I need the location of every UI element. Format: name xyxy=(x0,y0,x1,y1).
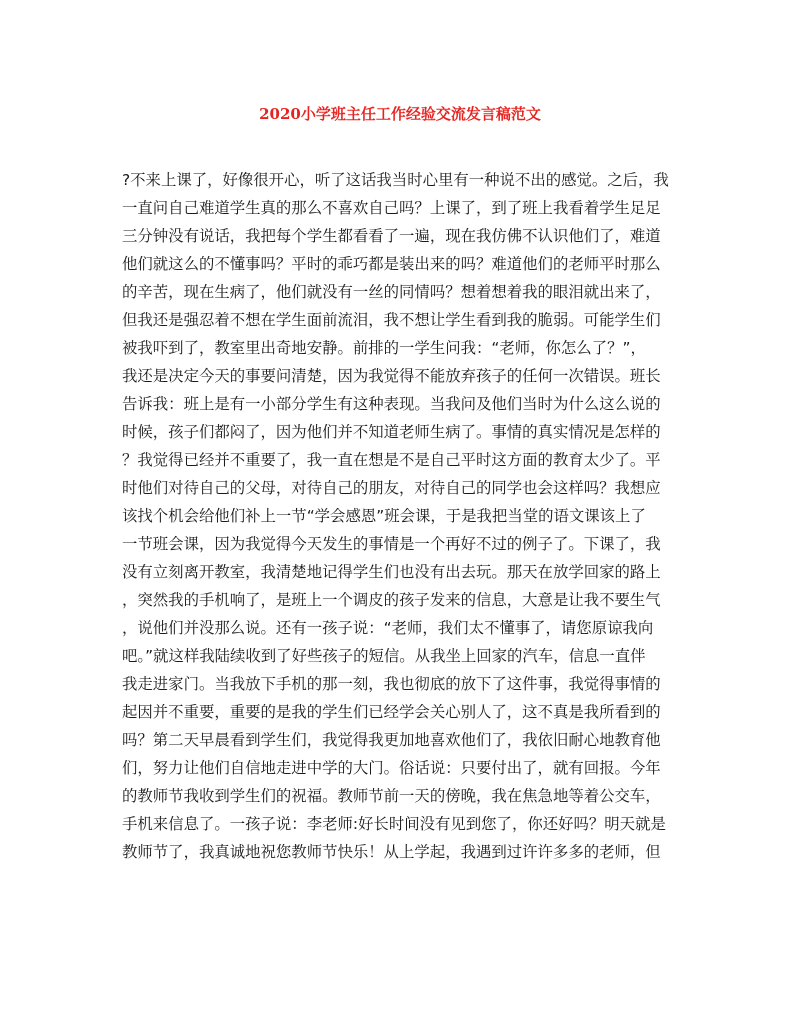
body-line-11: ？我觉得已经并不重要了，我一直在想是不是自己平时这方面的教育太少了。平 xyxy=(122,451,661,469)
body-line-18: 吧。”就这样我陆续收到了好些孩子的短信。从我坐上回家的汽车，信息一直伴 xyxy=(122,647,646,665)
body-line-22: 们，努力让他们自信地走进中学的大门。俗话说：只要付出了，就有回报。今年 xyxy=(122,759,661,777)
body-line-1: ?不来上课了，好像很开心，听了这话我当时心里有一种说不出的感觉。之后，我 xyxy=(122,171,669,189)
body-line-20: 起因并不重要，重要的是我的学生们已经学会关心别人了，这不真是我所看到的 xyxy=(122,703,661,721)
body-line-13: 该找个机会给他们补上一节“学会感恩”班会课，于是我把当堂的语文课该上了 xyxy=(122,507,646,525)
body-line-17: ，说他们并没那么说。还有一孩子说：“老师，我们太不懂事了，请您原谅我向 xyxy=(122,619,654,637)
body-line-2: 一直问自己难道学生真的那么不喜欢自己吗？上课了，到了班上我看着学生足足 xyxy=(122,199,661,217)
body-line-7: 被我吓到了，教室里出奇地安静。前排的一学生问我：“老师，你怎么了？”， xyxy=(122,339,646,357)
body-line-10: 时候，孩子们都闷了，因为他们并不知道老师生病了。事情的真实情况是怎样的 xyxy=(122,423,661,441)
body-line-25: 教师节了，我真诚地祝您教师节快乐！从上学起，我遇到过许许多多的老师，但 xyxy=(122,843,661,861)
body-line-24: 手机来信息了。一孩子说：李老师:好长时间没有见到您了，你还好吗？明天就是 xyxy=(122,815,666,833)
body-line-3: 三分钟没有说话，我把每个学生都看看了一遍，现在我仿佛不认识他们了，难道 xyxy=(122,227,661,245)
body-line-16: ，突然我的手机响了，是班上一个调皮的孩子发来的信息，大意是让我不要生气 xyxy=(122,591,661,609)
body-line-23: 的教师节我收到学生们的祝福。教师节前一天的傍晚，我在焦急地等着公交车， xyxy=(122,787,661,805)
body-line-6: 但我还是强忍着不想在学生面前流泪，我不想让学生看到我的脆弱。可能学生们 xyxy=(122,311,661,329)
body-line-19: 我走进家门。当我放下手机的那一刻，我也彻底的放下了这件事，我觉得事情的 xyxy=(122,675,661,693)
body-line-12: 时他们对待自己的父母，对待自己的朋友，对待自己的同学也会这样吗？我想应 xyxy=(122,479,661,497)
body-line-14: 一节班会课，因为我觉得今天发生的事情是一个再好不过的例子了。下课了，我 xyxy=(122,535,661,553)
body-line-8: 我还是决定今天的事要问清楚，因为我觉得不能放弃孩子的任何一次错误。班长 xyxy=(122,367,661,385)
document-title: 2020小学班主任工作经验交流发言稿范文 xyxy=(259,105,541,123)
body-line-5: 的辛苦，现在生病了，他们就没有一丝的同情吗？想着想着我的眼泪就出来了， xyxy=(122,283,661,301)
body-line-4: 他们就这么的不懂事吗？平时的乖巧都是装出来的吗？难道他们的老师平时那么 xyxy=(122,255,661,273)
body-line-15: 没有立刻离开教室，我清楚地记得学生们也没有出去玩。那天在放学回家的路上 xyxy=(122,563,661,581)
body-line-9: 告诉我：班上是有一小部分学生有这种表现。当我问及他们当时为什么这么说的 xyxy=(122,395,661,413)
document-body xyxy=(122,166,682,866)
body-line-21: 吗？第二天早晨看到学生们，我觉得我更加地喜欢他们了，我依旧耐心地教育他 xyxy=(122,731,661,749)
